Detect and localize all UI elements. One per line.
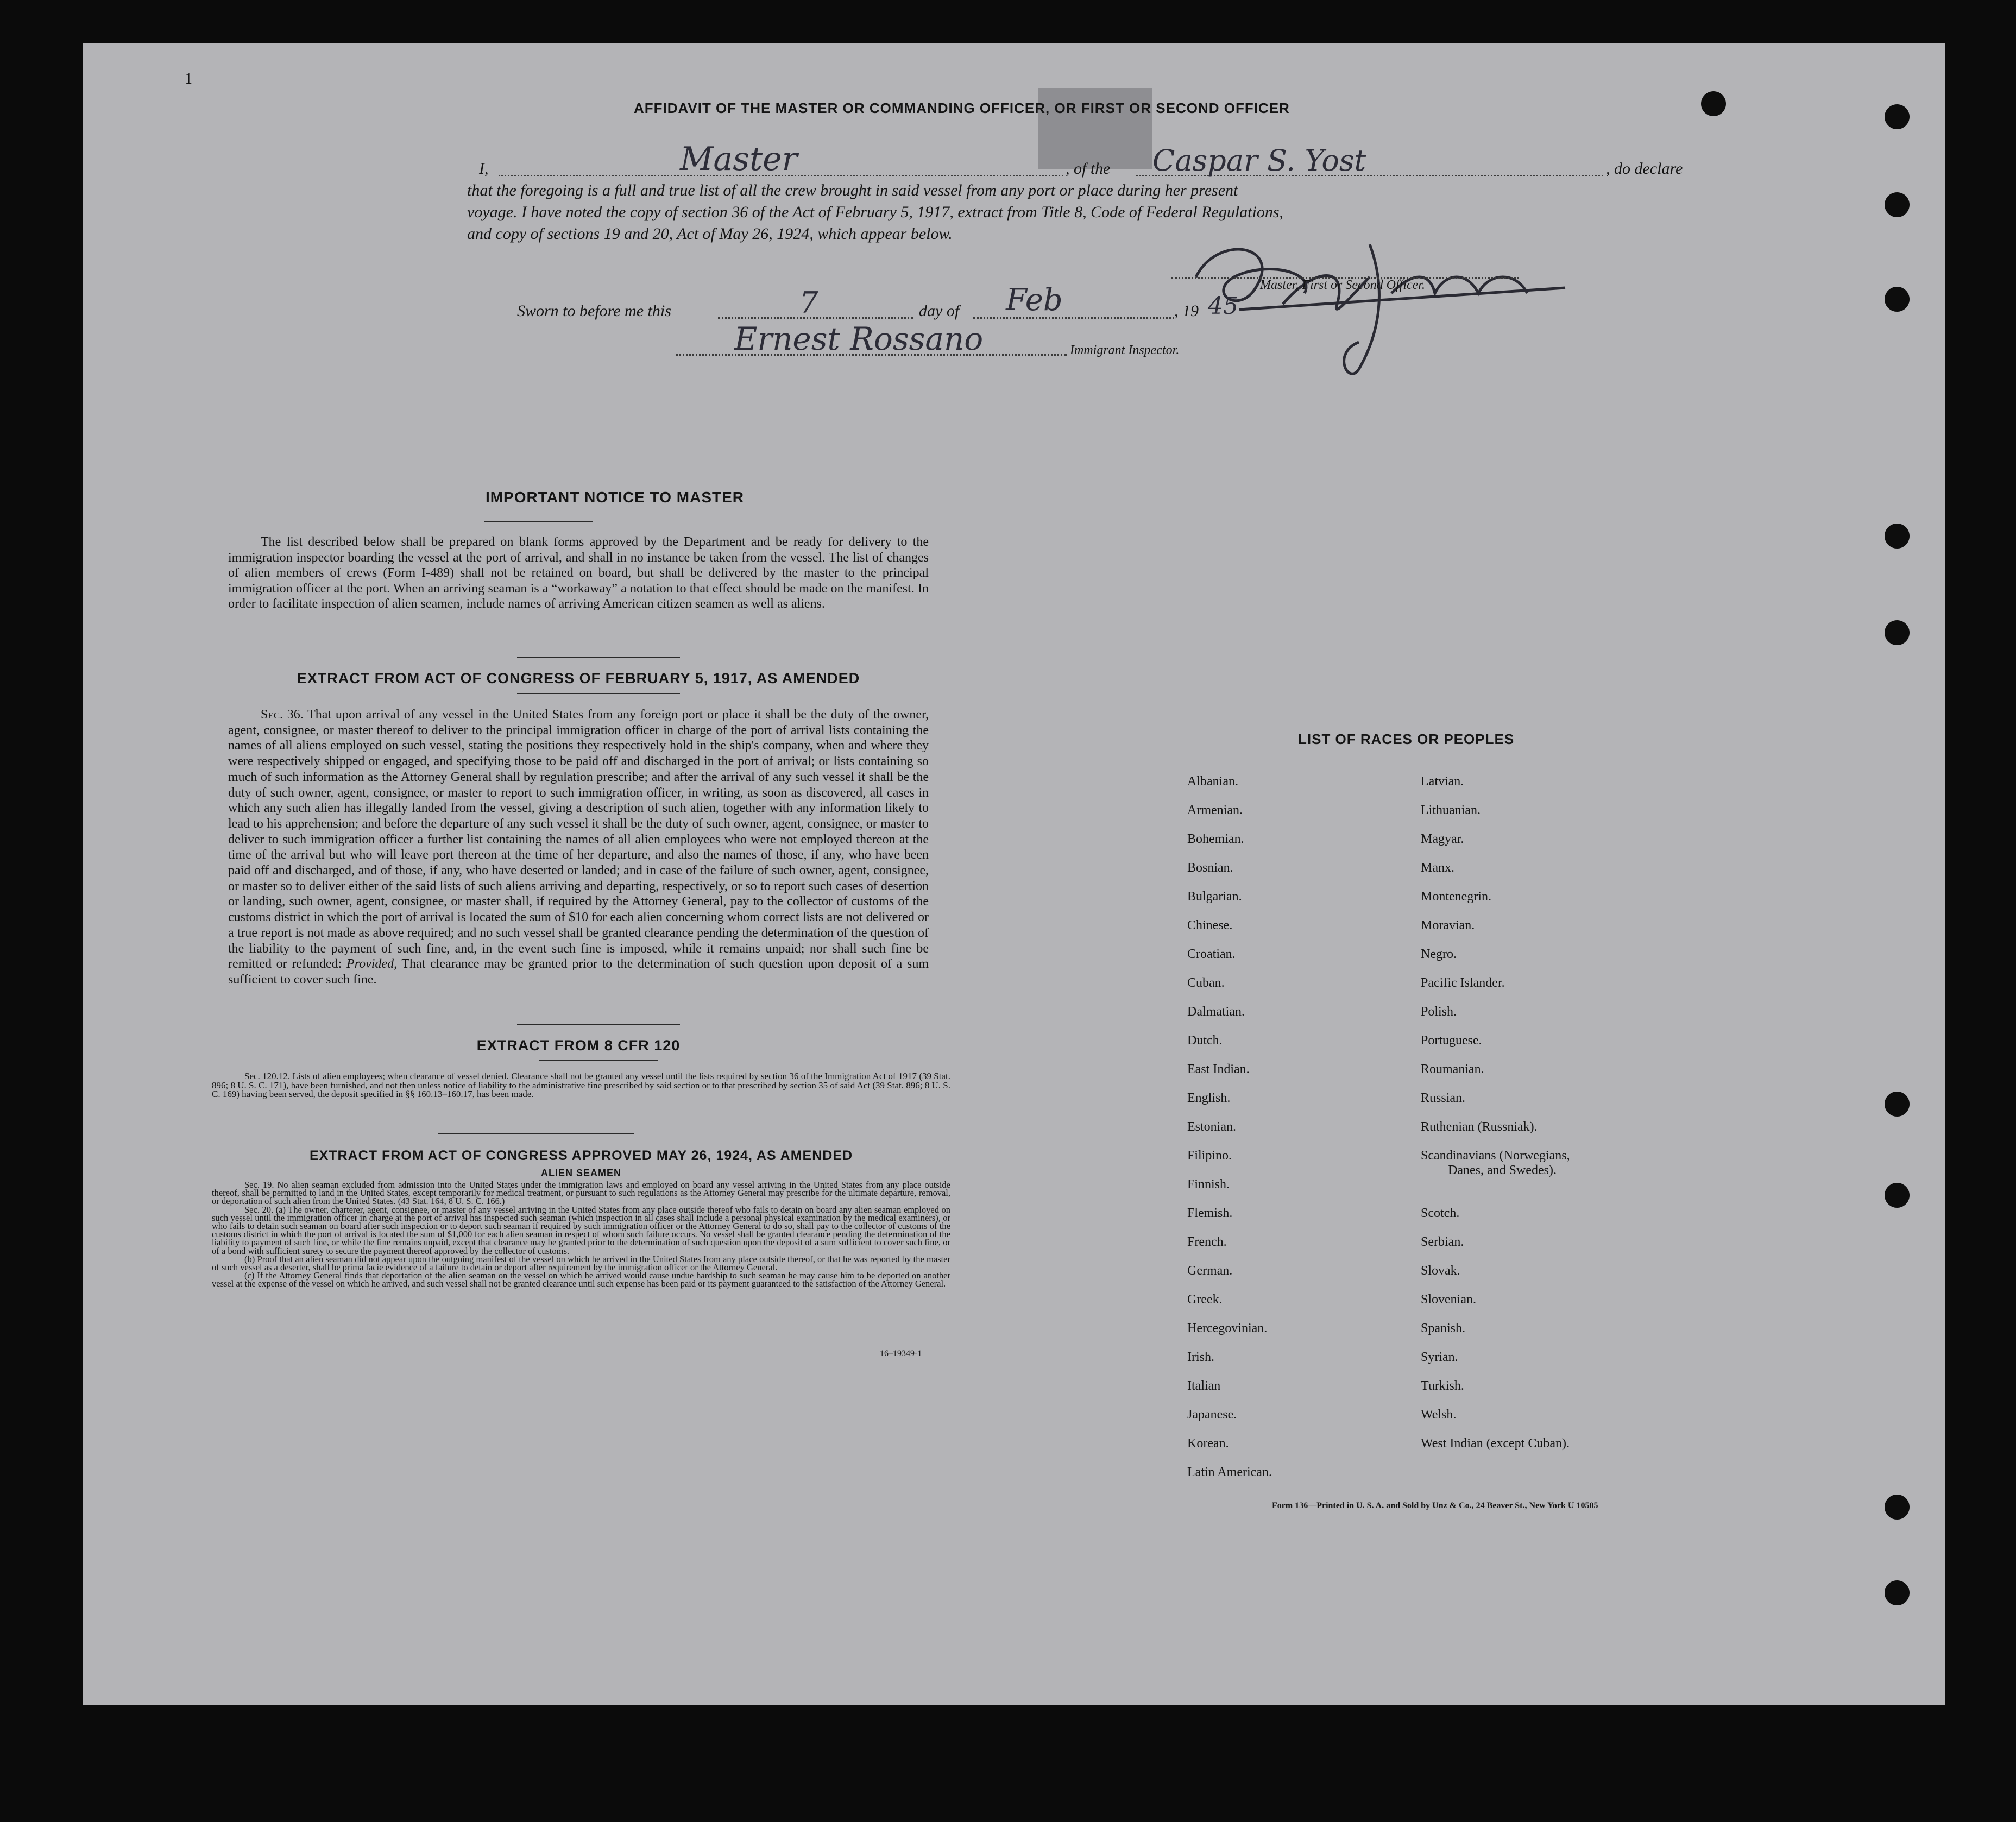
race-item: Turkish. (1421, 1379, 1464, 1393)
race-item: Estonian. (1187, 1120, 1236, 1134)
race-item: Montenegrin. (1421, 890, 1491, 904)
race-item: East Indian. (1187, 1062, 1250, 1076)
act1924-subtitle: ALIEN SEAMEN (540, 1168, 621, 1178)
race-item: French. (1187, 1235, 1227, 1249)
act1924-sec19: Sec. 19. No alien seaman excluded from admission into the United States under the immigration laws and employed on board any vessel arriving in the United States from any place outside thereof, shall be permitted to land in the United States, except temporarily for medical treatment, or pursuant to such regulations as the Attorney General may prescribe for the ultimate departure, removal, or deportation of such alien from the United States. (43 Stat. 164, 8 U. S. C. 166.) (212, 1180, 950, 1207)
binder-hole (1885, 104, 1910, 129)
race-item: Slovenian. (1421, 1293, 1476, 1307)
race-item: Latvian. (1421, 774, 1464, 789)
race-item: Greek. (1187, 1293, 1223, 1307)
cfr-title-rule (539, 1060, 658, 1061)
race-item: English. (1187, 1091, 1231, 1105)
race-item: Lithuanian. (1421, 803, 1480, 817)
affidavit-line1-suffix: , do declare (1606, 160, 1683, 178)
race-item: Korean. (1187, 1436, 1229, 1451)
act1917-sec-label: Sec. 36. (261, 708, 304, 722)
affidavit-hand-name: Master (680, 140, 798, 178)
sworn-prefix: Sworn to before me this (517, 302, 671, 320)
race-item: Italian (1187, 1379, 1221, 1393)
notice-title: IMPORTANT NOTICE TO MASTER (485, 489, 745, 506)
footer-form-line: Form 136—Printed in U. S. A. and Sold by Unz & Co., 24 Beaver St., New York U 10505 (1272, 1501, 1598, 1510)
race-item: Armenian. (1187, 803, 1243, 817)
cfr-title: EXTRACT FROM 8 CFR 120 (476, 1037, 681, 1054)
act1917-title-rule (517, 693, 680, 694)
binder-hole (1885, 1580, 1910, 1605)
race-item: Russian. (1421, 1091, 1466, 1105)
affidavit-hand-vessel: Caspar S. Yost (1152, 143, 1366, 178)
binder-hole (1885, 524, 1910, 549)
race-item: Pacific Islander. (1421, 976, 1505, 990)
race-item: Serbian. (1421, 1235, 1464, 1249)
race-item: Albanian. (1187, 774, 1238, 789)
race-item: Moravian. (1421, 918, 1475, 932)
cfr-body: Sec. 120.12. Lists of alien employees; when clearance of vessel denied. Clearance shall not be granted any vessel until the lists required by section 36 of the Immigration Act of 1917 (39 Stat. 896; 8 U. S. C. 171), have been furnished, and not then unless notice of liability to the administrative fine prescribed by said section or to that prescribed by section 35 of said Act (39 Stat. 896; 8 U. S. C. 169) having been served, the deposit specified in §§ 160.13–160.17, has been made. (212, 1071, 950, 1099)
race-item: Finnish. (1187, 1177, 1230, 1191)
act1917-body (228, 707, 929, 988)
race-item: Filipino. (1187, 1149, 1232, 1163)
affidavit-line1-prefix: I, (479, 160, 489, 178)
race-item: Syrian. (1421, 1350, 1458, 1364)
race-item: Cuban. (1187, 976, 1225, 990)
act1917-proviso: Provided, (346, 957, 398, 972)
race-item: Slovak. (1421, 1264, 1460, 1278)
act1924-title: EXTRACT FROM ACT OF CONGRESS APPROVED MAY 26, 1924, AS AMENDED (309, 1148, 853, 1163)
sworn-day-of: day of (919, 302, 960, 320)
margin-mark: 1 (185, 71, 192, 87)
race-item: Scotch. (1421, 1206, 1460, 1220)
race-item: Portuguese. (1421, 1033, 1482, 1048)
sworn-hand-year: 45 (1208, 292, 1238, 320)
cfr-end-rule (438, 1133, 634, 1134)
act1917-title: EXTRACT FROM ACT OF CONGRESS OF FEBRUARY 5, 1917, AS AMENDED (297, 670, 860, 686)
affidavit-title: AFFIDAVIT OF THE MASTER OR COMMANDING OFFICER, OR FIRST OR SECOND OFFICER (634, 100, 1290, 116)
race-item: Magyar. (1421, 832, 1464, 846)
act1917-body-1: That upon arrival of any vessel in the United States from any foreign port or place it shall be the duty of the owner, agent, consignee, or master thereof to deliver to the principal immigration officer in charge of the port of arrival lists containing the names of all aliens employed on such vessel, stating the positions they respectively hold in the ship's company, when and where they were respectively shipped or engaged, and specifying those to be paid off and discharged in the port of arrival; or lists containing so much of such information as the Attorney General shall by regulation prescribe; and after the arrival of any such vessel it shall be the duty of such owner, agent, consignee, or master to report to such immigration officer, in writing, as soon as discovered, all cases in which any such alien has illegally landed from the vessel, giving a description of such alien, together with any information likely to lead to his apprehension; and before the departure of any such vessel it shall be the duty of such owner, agent, consignee, or master to deliver to such immigration officer a further list containing the names of all alien employees who were not employed thereon at the time of the arrival but who will leave port thereon at the time of her departure, and also the names of those, if any, who have been paid off and discharged, and of those, if any, who have deserted or landed; and in case of the failure of such owner, agent, consignee, or master so to deliver either of the said lists of such aliens arriving and departing, respectively, or so to report such cases of desertion or landing, such owner, agent, consignee, or master shall, if required by the Attorney General, pay to the collector of customs of the customs district in which the port of arrival is located the sum of $10 for each alien concerning whom correct lists are not delivered or a true report is not made as above required; and no such vessel shall be granted clearance pending the determination of the question of the liability to the payment of such fine, and, in the event such fine is imposed, while it remains unpaid; nor shall such fine be remitted or refunded: (228, 708, 929, 972)
races-col2 (1421, 774, 1692, 1535)
notice-end-rule (517, 657, 680, 658)
race-item: Irish. (1187, 1350, 1214, 1364)
race-item: Dalmatian. (1187, 1005, 1245, 1019)
act1924-sec20b: (b) Proof that an alien seaman did not appear upon the outgoing manifest of the vessel on which he arrived in the United States from any place outside thereof, or that he was reported by the master of such vessel as a deserter, shall be prima facie evidence of a failure to detain or deport after requirement by the immigration officer or the Attorney General. (212, 1253, 950, 1273)
act1924-sec20c: (c) If the Attorney General finds that deportation of the alien seaman on the vessel on which he arrived would cause undue hardship to such seaman he may cause him to be deported on another vessel at the expense of the vessel on which he arrived, and such vessel shall not be granted clearance until such expense has been paid or its payment guaranteed to the satisfaction of the Attorney General. (212, 1270, 950, 1289)
act1924-body (212, 1181, 950, 1288)
binder-hole (1885, 1495, 1910, 1520)
races-col1 (1187, 774, 1350, 1535)
sworn-hand-month: Feb (1006, 282, 1063, 318)
race-item: Croatian. (1187, 947, 1236, 961)
document-page (83, 43, 1945, 1705)
act1917-end-rule (517, 1024, 680, 1025)
officer-signature-line (1171, 277, 1519, 279)
binder-hole (1885, 287, 1910, 312)
act1924-code: 16–19349-1 (880, 1349, 922, 1358)
affidavit-line1-mid: , of the (1066, 160, 1111, 178)
race-item: Japanese. (1187, 1408, 1237, 1422)
race-item: Welsh. (1421, 1408, 1457, 1422)
act1924-sec20a: Sec. 20. (a) The owner, charterer, agent, consignee, or master of any vessel arriving in the United States from any place outside thereof who fails to detain on board any alien seaman employed on such vessel until the immigration officer in charge at the port of arrival has inspected such seaman (which inspection in all cases shall include a personal physical examination by the medical examiners), or who fails to detain such seaman on board after such inspection or to deport such seaman if required by such immigration officer or the Attorney General to do so, shall pay to the collector of customs of the customs district in which the port of arrival is located the sum of $1,000 for each alien seaman in respect of whom such failure occurs. No vessel shall be granted clearance pending the determination of the liability to payment of such fine, or while the fine remains unpaid, except that clearance may be granted prior to the determination of such question upon the deposit of a sum sufficient to cover such fine, or of a bond with sufficient surety to secure the payment thereof approved by the collector of customs. (212, 1204, 950, 1256)
race-item: Latin American. (1187, 1465, 1272, 1479)
inspector-caption: Immigrant Inspector. (1070, 343, 1180, 357)
race-item: Scandinavians (Norwegians, (1421, 1149, 1570, 1163)
binder-hole (1885, 1092, 1910, 1117)
binder-hole (1885, 620, 1910, 645)
notice-title-rule (484, 521, 593, 522)
race-item: Polish. (1421, 1005, 1457, 1019)
affidavit-line2: that the foregoing is a full and true list of all the crew brought in said vessel from any port or place during her present (467, 181, 1238, 199)
race-item: Bulgarian. (1187, 890, 1242, 904)
inspector-hand-name: Ernest Rossano (734, 320, 984, 357)
sworn-year-prefix: , 19 (1174, 302, 1199, 320)
race-item: Hercegovinian. (1187, 1321, 1268, 1335)
sworn-hand-day: 7 (799, 286, 818, 320)
race-item: Ruthenian (Russniak). (1421, 1120, 1538, 1134)
sworn-month-blank (973, 317, 1174, 319)
race-item: Dutch. (1187, 1033, 1223, 1048)
race-item: German. (1187, 1264, 1233, 1278)
race-item: Bosnian. (1187, 861, 1233, 875)
act1917-body-2: That clearance may be granted prior to the determination of such question upon deposit of a sum sufficient to cover such fine. (228, 957, 929, 987)
binder-hole (1885, 192, 1910, 217)
race-item: Chinese. (1187, 918, 1233, 932)
races-title: LIST OF RACES OR PEOPLES (1298, 731, 1515, 747)
affidavit-line4: and copy of sections 19 and 20, Act of May 26, 1924, which appear below. (467, 225, 953, 243)
officer-caption: Master, First or Second Officer. (1260, 278, 1425, 292)
race-item: Flemish. (1187, 1206, 1233, 1220)
race-item: Manx. (1421, 861, 1454, 875)
binder-hole (1701, 91, 1726, 116)
affidavit-line3: voyage. I have noted the copy of section 36 of the Act of February 5, 1917, extract from Title 8, Code of Federal Regulations, (467, 203, 1284, 221)
race-item: Negro. (1421, 947, 1457, 961)
race-item: Bohemian. (1187, 832, 1244, 846)
binder-hole (1885, 1183, 1910, 1208)
notice-body: The list described below shall be prepared on blank forms approved by the Department and be ready for delivery to the immigration inspector boarding the vessel at the port of arrival, and shall in no instance be taken from the vessel. The list of changes of alien members of crews (Form I-489) shall not be retained on board, but shall be delivered by the master to the principal immigration officer at the port. When an arriving seaman is a “workaway” a notation to that effect should be made on the manifest. In order to facilitate inspection of alien seamen, include names of arriving American citizen seamen as well as aliens. (228, 535, 929, 611)
race-item: Spanish. (1421, 1321, 1466, 1335)
race-item: West Indian (except Cuban). (1421, 1436, 1570, 1451)
race-item: Danes, and Swedes). (1448, 1163, 1557, 1177)
race-item: Roumanian. (1421, 1062, 1484, 1076)
